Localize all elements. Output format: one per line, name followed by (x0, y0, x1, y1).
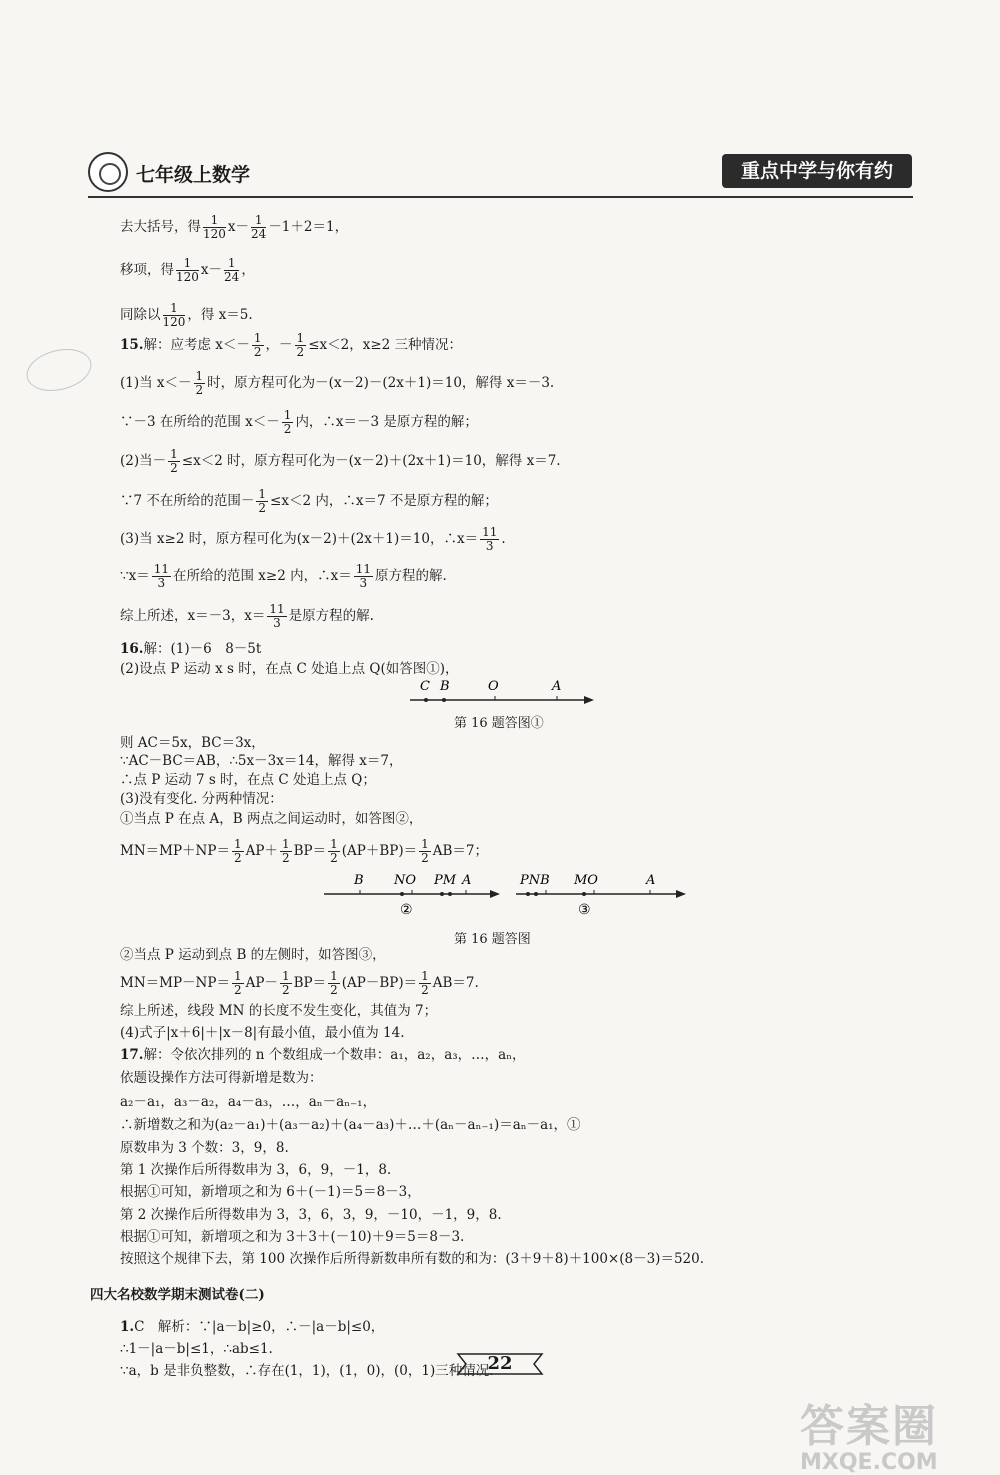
fraction (354, 563, 373, 590)
text-line (120, 332, 462, 359)
text: AP－ (245, 975, 278, 991)
denominator: 2 (421, 851, 429, 865)
denominator: 2 (281, 851, 290, 865)
text-line (120, 409, 478, 436)
denominator: 2 (253, 345, 262, 359)
label-o: O (488, 679, 499, 694)
text-line (120, 370, 554, 397)
fraction (280, 838, 292, 865)
fraction (163, 302, 186, 329)
question-number: 17. (120, 1047, 144, 1063)
point-p (526, 892, 530, 896)
text: AB＝7； (432, 843, 489, 859)
text: AP＋ (245, 843, 278, 859)
text: C 解析：∵|a－b|≥0，∴－|a－b|≤0， (134, 1319, 385, 1335)
numerator: 1 (233, 969, 242, 983)
page-number-text: 22 (487, 1353, 513, 1374)
text-line: (2)设点 P 运动 x s 时，在点 C 处追上点 Q(如答图①)， (120, 661, 459, 677)
fraction (224, 257, 239, 284)
label-c: C (420, 679, 430, 694)
numerator: 1 (283, 408, 292, 422)
header-rule (88, 196, 913, 198)
brand-banner: 重点中学与你有约 (722, 154, 912, 188)
question-number: 15. (120, 337, 144, 353)
denominator: 2 (233, 851, 242, 865)
text-line: (4)式子|x＋6|＋|x－8|有最小值，最小值为 14. (120, 1025, 405, 1041)
point-m (582, 892, 586, 896)
page-number (454, 1350, 546, 1378)
text: ≤x＜2，x≥2 三种情况： (308, 337, 463, 353)
fraction (256, 488, 268, 515)
fraction (251, 214, 266, 241)
text-line (120, 838, 488, 865)
text-line (120, 488, 498, 515)
text: 同除以 (120, 307, 161, 323)
fraction (419, 838, 431, 865)
text: ， (241, 262, 255, 278)
question-number: 1. (120, 1319, 135, 1335)
text: MN＝MP＋NP＝ (120, 843, 230, 859)
point-p (440, 892, 444, 896)
label-mo: MO (574, 873, 598, 888)
figure-caption: 第 16 题答图① (454, 716, 544, 731)
denominator: 2 (296, 345, 305, 359)
numerator: 11 (269, 602, 285, 616)
text-line: 原数串为 3 个数：3，9，8. (120, 1140, 289, 1156)
text: (3)当 x≥2 时，原方程可化为(x－2)＋(2x＋1)＝10，∴x＝ (120, 531, 479, 547)
text-line: ∴1－|a－b|≤1，∴ab≤1. (120, 1341, 273, 1357)
text: 解：令依次排列的 n 个数组成一个数串：a₁，a₂，a₃，…，aₙ， (143, 1047, 526, 1063)
numerator: 1 (258, 487, 267, 501)
numerator: 1 (253, 331, 262, 345)
numerator: 1 (281, 969, 290, 983)
text: (2)当－ (120, 453, 167, 469)
numerator: 1 (233, 837, 242, 851)
text-line (120, 1318, 384, 1336)
text: MN＝MP－NP＝ (120, 975, 230, 991)
section-heading: 四大名校数学期末测试卷(二) (90, 1287, 265, 1303)
text-line: 第 2 次操作后所得数串为 3，3，6，3，9，－10，－1，9，8. (120, 1207, 502, 1223)
point-c (424, 698, 428, 702)
denominator: 2 (281, 983, 290, 997)
numerator: 1 (281, 837, 290, 851)
watermark-url: MXQE.COM (800, 1450, 938, 1475)
text-line (120, 970, 479, 997)
fraction (267, 603, 286, 630)
point-n (400, 892, 404, 896)
denominator: 2 (330, 983, 338, 997)
axis-arrow-3-icon (676, 890, 686, 898)
text: 原方程的解. (374, 568, 447, 584)
denominator: 2 (195, 383, 204, 397)
numerator: 1 (224, 257, 239, 271)
denominator: 24 (251, 227, 267, 241)
denominator: 120 (162, 315, 186, 329)
numerator: 11 (355, 562, 371, 576)
text: ，－ (265, 337, 293, 353)
text: ，得 x＝5. (187, 307, 253, 323)
label-a: A (462, 873, 472, 888)
fraction (328, 838, 340, 865)
text-line: 根据①可知，新增项之和为 6＋(－1)＝5＝8－3， (120, 1184, 421, 1200)
fraction (419, 970, 431, 997)
label-b: B (440, 679, 450, 694)
numerator: 1 (163, 302, 186, 316)
text: ∵x＝ (120, 568, 150, 584)
label-a: A (552, 679, 562, 694)
text: 综上所述，x＝－3，x＝ (120, 608, 266, 624)
text-line (120, 640, 261, 658)
denominator: 2 (330, 851, 338, 865)
text-line: ∴新增数之和为(a₂－a₁)＋(a₃－a₂)＋(a₄－a₃)＋…＋(aₙ－aₙ₋₁)＝aₙ－a₁，① (120, 1117, 581, 1133)
fraction (203, 214, 226, 241)
text: 解：(1)－6 8－5t (143, 641, 262, 657)
label-no: NO (394, 873, 417, 888)
text: 在所给的范围 x≥2 内，∴x＝ (172, 568, 352, 584)
denominator: 3 (485, 539, 494, 553)
text: (AP－BP)＝ (341, 975, 418, 991)
numerator: 1 (176, 257, 199, 271)
numerator: 1 (203, 214, 226, 228)
denominator: 2 (258, 501, 267, 515)
text-line (120, 563, 447, 590)
text-line (120, 603, 374, 630)
fraction (232, 838, 244, 865)
text-line (120, 257, 255, 284)
numerator: 1 (330, 969, 338, 983)
text-line: 按照这个规律下去，第 100 次操作后所得新数串所有数的和为：(3＋9＋8)＋100×(8－3)＝520. (120, 1251, 704, 1267)
text-line: 第 1 次操作后所得数串为 3，6，9，－1，8. (120, 1162, 392, 1178)
text: (1)当 x＜－ (120, 375, 192, 391)
axis-arrow-2-icon (490, 890, 500, 898)
text: ≤x＜2 内，∴x＝7 不是原方程的解； (270, 493, 498, 509)
point-b (442, 698, 446, 702)
axis-arrow-icon (584, 696, 594, 704)
denominator: 120 (203, 227, 226, 241)
numerator: 1 (330, 837, 338, 851)
text-line: (3)没有变化. 分两种情况： (120, 791, 283, 807)
text: 是原方程的解. (288, 608, 374, 624)
text: 解：应考虑 x＜－ (143, 337, 250, 353)
label-pm: PM (434, 873, 457, 888)
denominator: 3 (273, 616, 281, 630)
numerator: 1 (296, 331, 305, 345)
text-line (120, 448, 561, 475)
school-logo-icon (88, 152, 128, 192)
fraction (152, 563, 171, 590)
text: x－ (227, 219, 250, 235)
text: x－ (200, 262, 223, 278)
question-number: 16. (120, 641, 144, 657)
text-line: ∴点 P 运动 7 s 时，在点 C 处追上点 Q； (120, 772, 376, 788)
fraction (194, 370, 206, 397)
text: ≤x＜2 时，原方程可化为－(x－2)＋(2x＋1)＝10，解得 x＝7. (181, 453, 561, 469)
text-line: a₂－a₁，a₃－a₂，a₄－a₃，…，aₙ－aₙ₋₁， (120, 1094, 377, 1110)
text: ∵－3 在所给的范围 x＜－ (120, 414, 280, 430)
denominator: 24 (224, 270, 240, 284)
fraction (168, 448, 180, 475)
fraction (295, 332, 307, 359)
denominator: 3 (157, 576, 166, 590)
text-line (120, 214, 348, 241)
text: 时，原方程可化为－(x－2)－(2x＋1)＝10，解得 x＝－3. (207, 375, 555, 391)
watermark-logo: 答案圈 (800, 1401, 938, 1452)
text: AB＝7. (432, 975, 479, 991)
numerator: 11 (482, 525, 498, 539)
text: ∵7 不在所给的范围－ (120, 493, 255, 509)
fraction (176, 257, 199, 284)
fraction (328, 970, 340, 997)
denominator: 2 (233, 983, 242, 997)
numerator: 1 (251, 214, 266, 228)
denominator: 2 (283, 422, 292, 436)
text-line: ∵AC－BC＝AB，∴5x－3x＝14，解得 x＝7， (120, 753, 403, 769)
numerator: 11 (153, 562, 169, 576)
text-line: 则 AC＝5x，BC＝3x， (120, 735, 265, 751)
ink-stamp-icon (22, 343, 96, 398)
page-header (88, 152, 912, 192)
text-line: 依题设操作方法可得新增是数为： (120, 1070, 323, 1086)
text: BP＝ (293, 975, 327, 991)
label-pnb: PNB (520, 873, 550, 888)
denominator: 2 (421, 983, 429, 997)
denominator: 2 (170, 461, 178, 475)
watermark (800, 1390, 938, 1475)
number-line-figures-2-3 (320, 870, 690, 920)
label-a: A (646, 873, 656, 888)
figure-tag-2: ② (400, 902, 413, 918)
denominator: 120 (176, 270, 199, 284)
text-line (120, 302, 253, 329)
point-m (448, 892, 452, 896)
text-line: ∵a，b 是非负整数，∴存在(1，1)，(1，0)，(0，1)三种情况. (120, 1363, 494, 1379)
fraction (252, 332, 264, 359)
number-line-figure-1 (400, 676, 600, 710)
figure-tag-3: ③ (578, 902, 591, 918)
text-line (120, 1046, 526, 1064)
label-b: B (354, 873, 364, 888)
text-line: ②当点 P 运动到点 B 的左侧时，如答图③， (120, 947, 386, 963)
text: . (501, 531, 506, 547)
book-title: 七年级上数学 (136, 164, 251, 186)
fraction (232, 970, 244, 997)
numerator: 1 (421, 969, 429, 983)
text: 移项，得 (120, 262, 174, 278)
numerator: 1 (170, 447, 178, 461)
fraction (480, 526, 499, 553)
fraction (280, 970, 292, 997)
numerator: 1 (421, 837, 429, 851)
text-line: ①当点 P 在点 A，B 两点之间运动时，如答图②， (120, 811, 423, 827)
numerator: 1 (195, 369, 204, 383)
point-n (534, 892, 538, 896)
text-line (120, 526, 506, 553)
text: －1＋2＝1， (268, 219, 349, 235)
text: 内，∴x＝－3 是原方程的解； (295, 414, 478, 430)
fraction (282, 409, 294, 436)
text: (AP＋BP)＝ (341, 843, 418, 859)
text: 去大括号，得 (120, 219, 201, 235)
text-line: 综上所述，线段 MN 的长度不发生变化，其值为 7； (120, 1003, 438, 1019)
text-line: 根据①可知，新增项之和为 3＋3＋(－10)＋9＝5＝8－3. (120, 1229, 465, 1245)
text: BP＝ (293, 843, 327, 859)
figure-caption: 第 16 题答图 (454, 932, 531, 947)
denominator: 3 (359, 576, 368, 590)
